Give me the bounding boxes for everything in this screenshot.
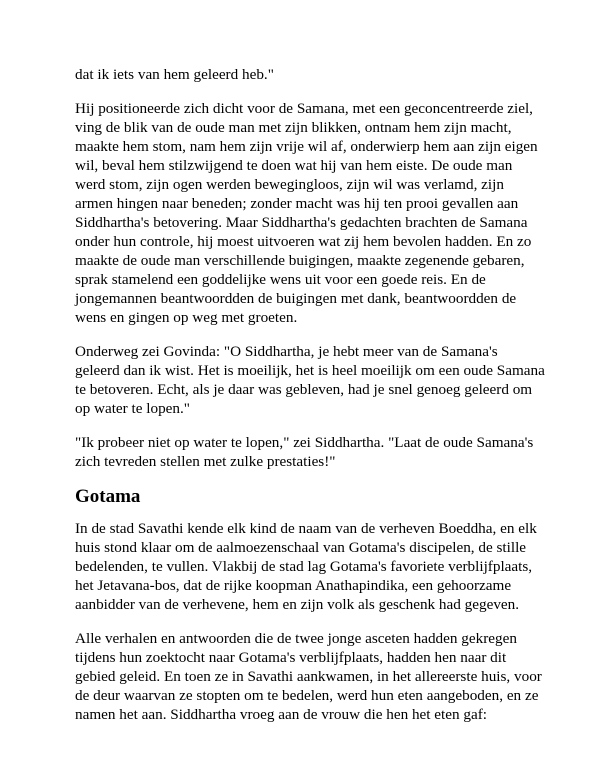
paragraph: Onderweg zei Govinda: "O Siddhartha, je hebt meer van de Samana's geleerd dan ik wist. Het is moeilijk, het is heel moeilijk om een oude Samana te betoveren. Echt, als je daar was gebleven, had je snel genoeg geleerd om op water te lopen." bbox=[75, 343, 545, 417]
paragraph: Alle verhalen en antwoorden die de twee jonge asceten hadden gekregen tijdens hun zoektocht naar Gotama's verblijfplaats, hadden hen naar dit gebied geleid. En toen ze in Savathi aankwamen, in het allereerste huis, voor de deur waarvan ze stopten om te bedelen, werd hun eten aangeboden, en ze namen het aan. Siddhartha vroeg aan de vrouw die hen het eten gaf: bbox=[75, 630, 542, 723]
page-body bbox=[75, 65, 545, 739]
paragraph: Hij positioneerde zich dicht voor de Samana, met een geconcentreerde ziel, ving de blik van de oude man met zijn blikken, ontnam hem zijn macht, maakte hem stom, nam hem zijn vrije wil af, onderwierp hem aan zijn eigen wil, beval hem stilzwijgend te doen wat hij van hem eiste. De oude man werd stom, zijn ogen werden bewegingloos, zijn wil was verlamd, zijn armen hingen naar beneden; zonder macht was hij ten prooi gevallen aan Siddhartha's betovering. Maar Siddhartha's gedachten brachten de Samana onder hun controle, hij moest uitvoeren wat zij hem bevolen hadden. En zo maakte de oude man verschillende buigingen, maakte zegenende gebaren, sprak stamelend een goddelijke wens uit voor een goede reis. En de jongemannen beantwoordden de buigingen met dank, beantwoordden de wens en gingen op weg met groeten. bbox=[75, 100, 538, 326]
paragraph: dat ik iets van hem geleerd heb." bbox=[75, 66, 274, 83]
paragraph: "Ik probeer niet op water te lopen," zei Siddhartha. "Laat de oude Samana's zich tevreden stellen met zulke prestaties!" bbox=[75, 434, 534, 470]
paragraph: In de stad Savathi kende elk kind de naam van de verheven Boeddha, en elk huis stond klaar om de aalmoezenschaal van Gotama's discipelen, de stille bedelenden, te vullen. Vlakbij de stad lag Gotama's favoriete verblijfplaats, het Jetavana-bos, dat de rijke koopman Anathapindika, een gehoorzame aanbidder van de verhevene, hem en zijn volk als geschenk had gegeven. bbox=[75, 520, 537, 613]
chapter-heading: Gotama bbox=[75, 486, 141, 507]
